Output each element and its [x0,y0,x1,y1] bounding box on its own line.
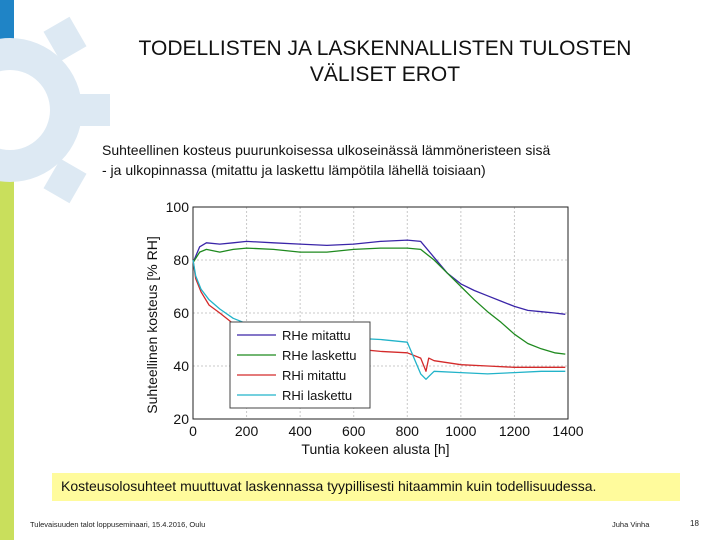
x-tick-label: 200 [234,423,259,439]
y-tick-label: 80 [173,252,189,268]
x-tick-label: 1000 [445,423,477,439]
legend-label-1: RHe mitattu [282,328,351,343]
y-tick-label: 100 [165,199,189,215]
chart-svg [140,195,584,465]
legend-label-3: RHi mitattu [282,368,347,383]
footer-event: Tulevaisuuden talot loppuseminaari, 15.4.2016, Oulu [30,520,206,529]
x-tick-label: 400 [288,423,312,439]
y-axis-label: Suhteellinen kosteus [% RH] [144,236,160,414]
callout-note: Kosteusolosuhteet muuttuvat laskennassa tyypillisesti hitaammin kuin todellisuudessa. [52,473,680,501]
y-tick-label: 20 [173,411,189,427]
x-tick-label: 0 [189,423,197,439]
slide-subtitle [102,140,682,180]
slide-title [60,36,710,88]
y-tick-label: 60 [173,305,189,321]
title-line-2: VÄLISET EROT [309,63,461,86]
series-line-1 [193,240,565,314]
y-tick-label: 40 [173,358,189,374]
x-tick-label: 1400 [552,423,584,439]
subtitle-line-1: Suhteellinen kosteus puurunkoisessa ulkoseinässä lämmöneristeen sisä [102,142,551,158]
x-tick-label: 600 [342,423,366,439]
x-tick-label: 1200 [498,423,531,439]
legend-label-4: RHi laskettu [282,388,353,403]
legend-label-2: RHe laskettu [282,348,357,363]
page-number: 18 [690,519,699,528]
rh-chart [140,195,584,470]
x-axis-label: Tuntia kokeen alusta [h] [301,441,450,457]
x-tick-label: 800 [395,423,419,439]
footer-author: Juha Vinha [612,520,650,529]
title-line-1: TODELLISTEN JA LASKENNALLISTEN TULOSTEN [138,37,632,60]
subtitle-line-2: - ja ulkopinnassa (mitattu ja laskettu lämpötila lähellä toisiaan) [102,162,486,178]
